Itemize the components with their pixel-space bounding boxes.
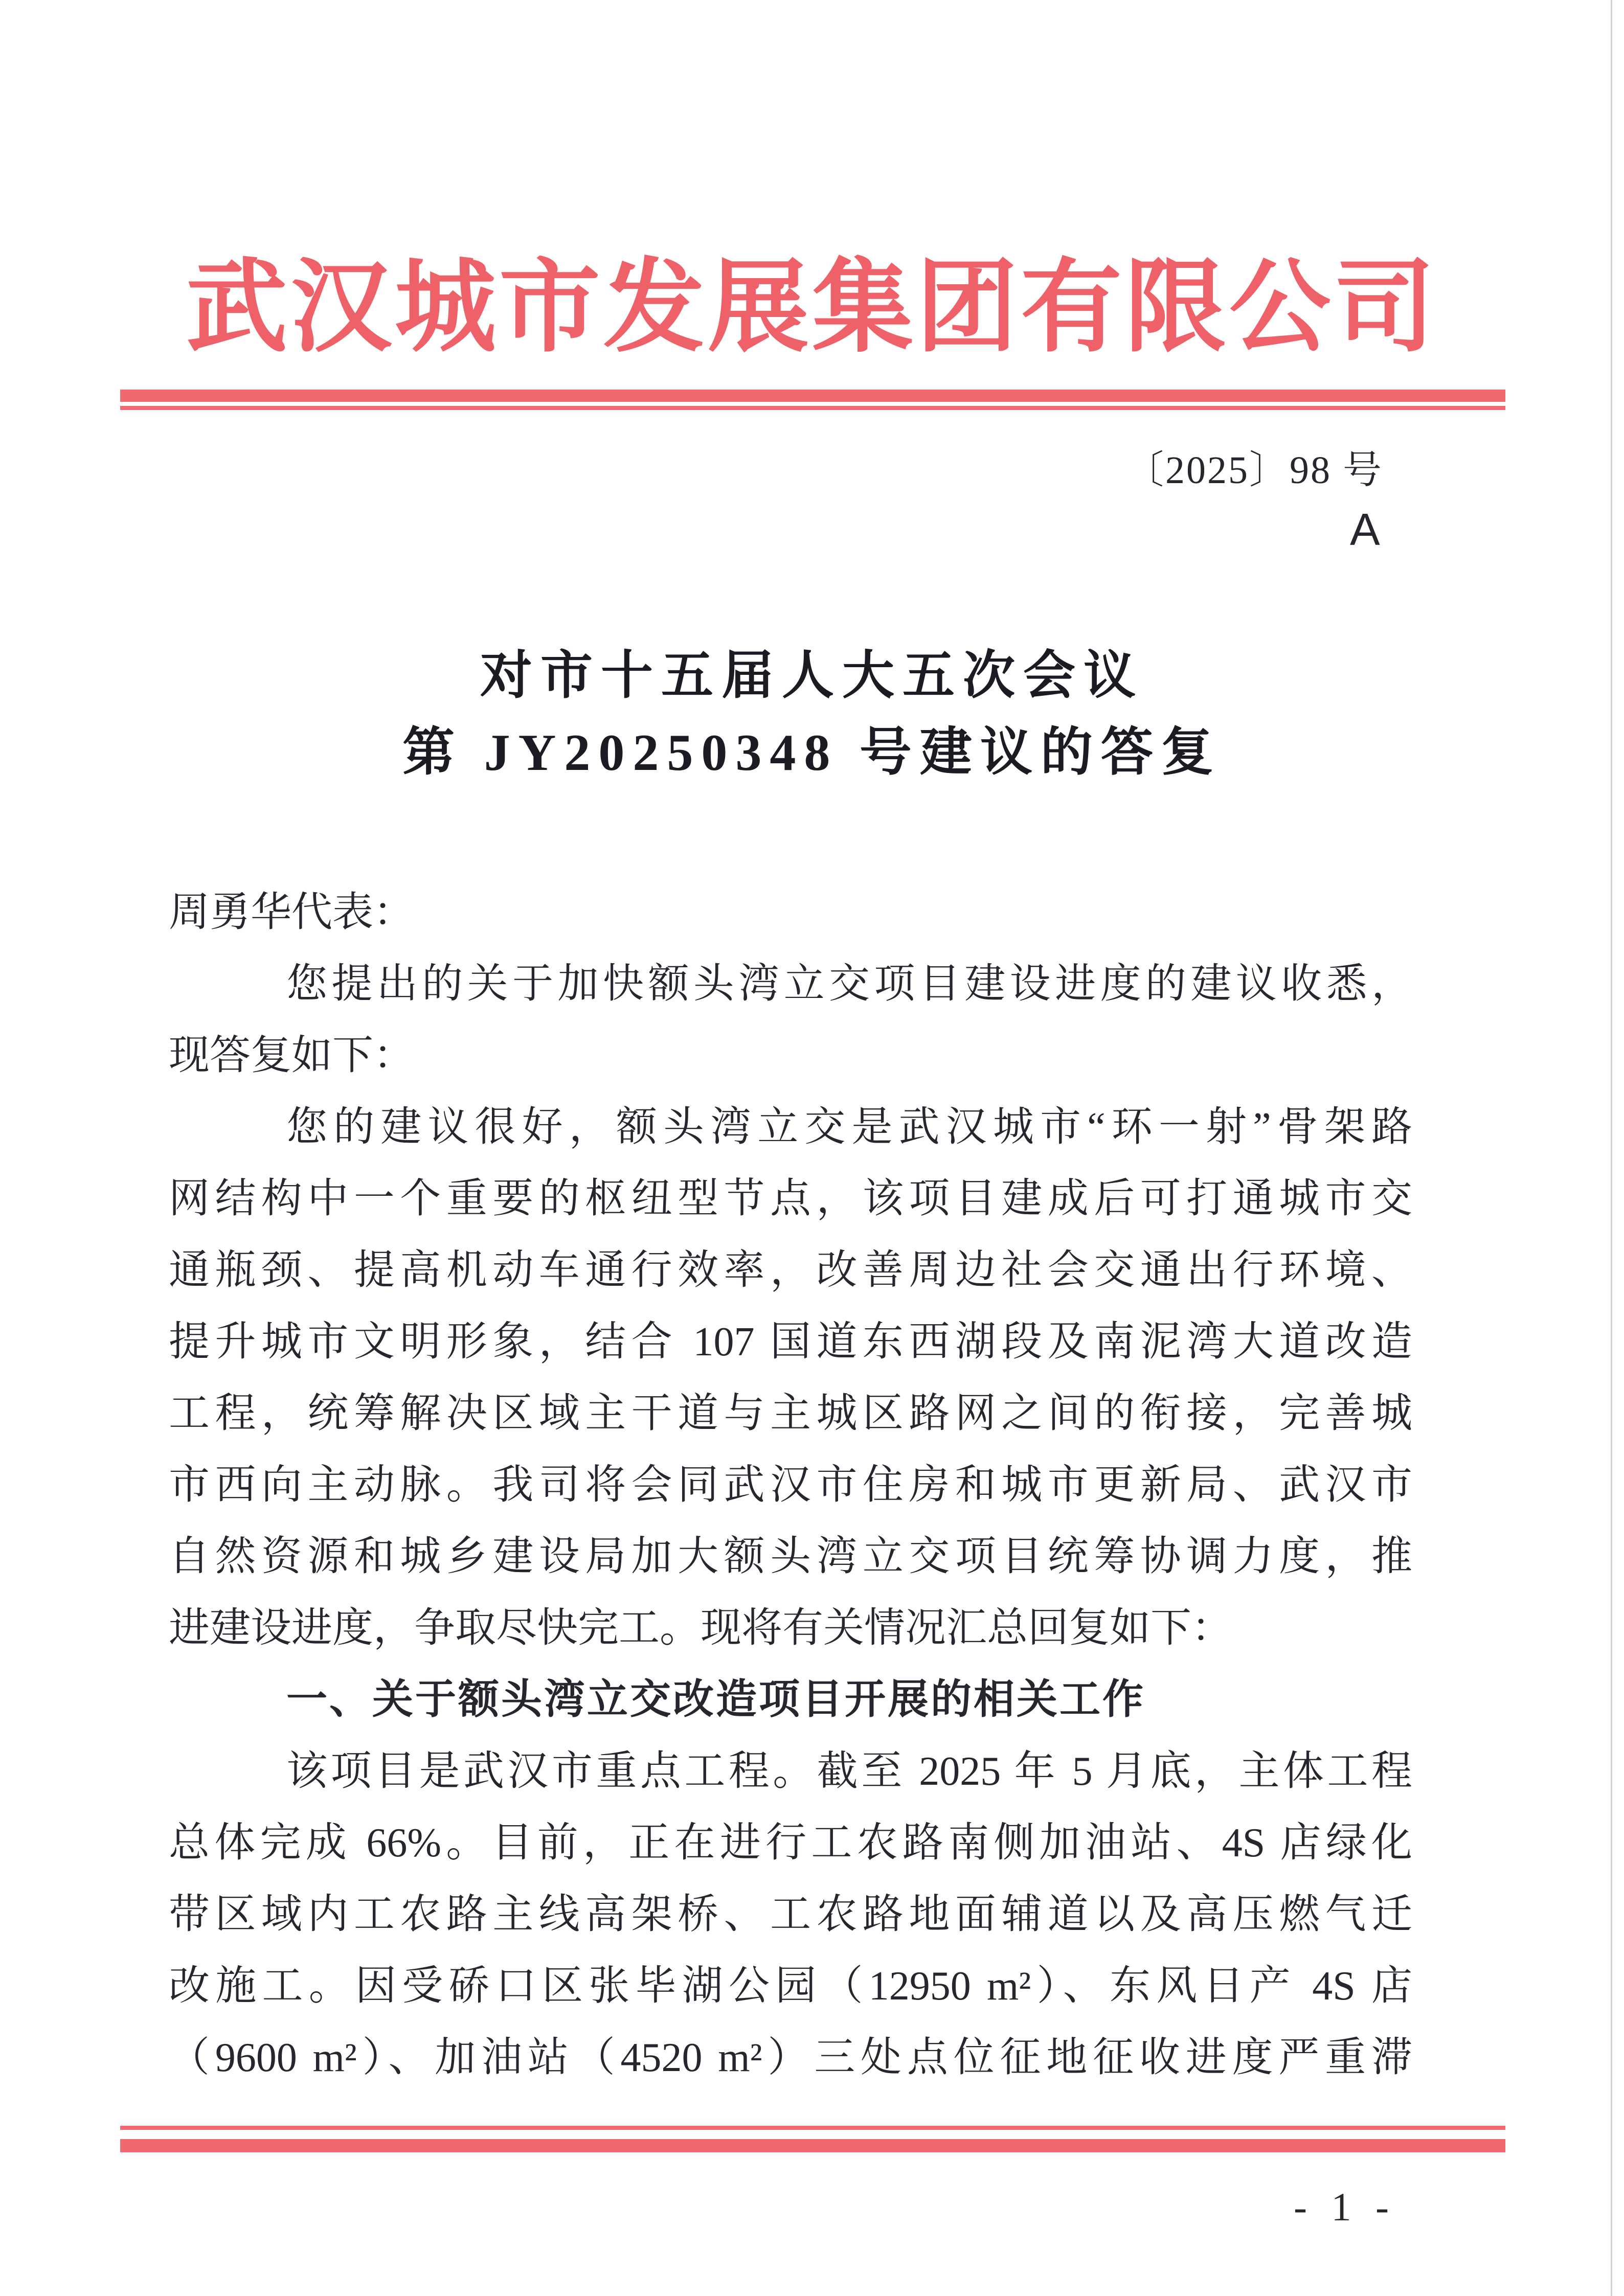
document-body [169,885,1412,2102]
body-line: 该项目是武汉市重点工程。截至 2025 年 5 月底，主体工程 [286,1749,1412,1794]
body-line: 提升城市文明形象，结合 107 国道东西湖段及南泥湾大道改造 [169,1320,1412,1365]
scan-edge-artifact [1611,0,1612,2296]
body-line: 带区域内工农路主线高架桥、工农路地面辅道以及高压燃气迁 [169,1892,1412,1937]
footer-separator-thin-line [120,2126,1505,2130]
body-line: 您的建议很好，额头湾立交是武汉城市“环一射”骨架路 [286,1105,1412,1150]
document-number: 〔2025〕98 号 [1125,449,1383,492]
body-line: 总体完成 66%。目前，正在进行工农路南侧加油站、4S 店绿化 [169,1821,1412,1866]
document-title [0,638,1624,791]
body-line: 自然资源和城乡建设局加大额头湾立交项目统筹协调力度，推 [169,1534,1412,1579]
body-line: 工程，统筹解决区域主干道与主城区路网之间的衔接，完善城 [169,1391,1412,1436]
body-line: 通瓶颈、提高机动车通行效率，改善周边社会交通出行环境、 [169,1248,1412,1293]
body-line: 进建设进度，争取尽快完工。现将有关情况汇总回复如下： [169,1606,1232,1651]
body-line: 您提出的关于加快额头湾立交项目建设进度的建议收悉， [286,962,1412,1007]
document-title-line1: 对市十五届人大五次会议 [480,647,1144,705]
body-line: 改施工。因受硚口区张毕湖公园（12950 m²）、东风日产 4S 店 [169,1964,1412,2009]
header-separator-thin-line [120,406,1505,410]
page-number: - 1 - [1294,2185,1396,2229]
body-section-heading: 一、关于额头湾立交改造项目开展的相关工作 [286,1677,1145,1722]
body-line: （9600 m²）、加油站（4520 m²）三处点位征地征收进度严重滞 [169,2035,1412,2080]
document-title-line2: 第 JY20250348 号建议的答复 [402,724,1222,782]
footer-separator-thick-line [120,2139,1505,2152]
body-line: 网结构中一个重要的枢纽型节点，该项目建成后可打通城市交 [169,1176,1412,1221]
body-line: 周勇华代表： [169,890,414,935]
header-separator-thick-line [120,390,1505,402]
copy-mark: A [1350,504,1380,555]
letterhead-org-name: 武汉城市发展集团有限公司 [186,252,1438,364]
body-line: 市西向主动脉。我司将会同武汉市住房和城市更新局、武汉市 [169,1463,1412,1508]
body-line: 现答复如下： [169,1033,414,1078]
